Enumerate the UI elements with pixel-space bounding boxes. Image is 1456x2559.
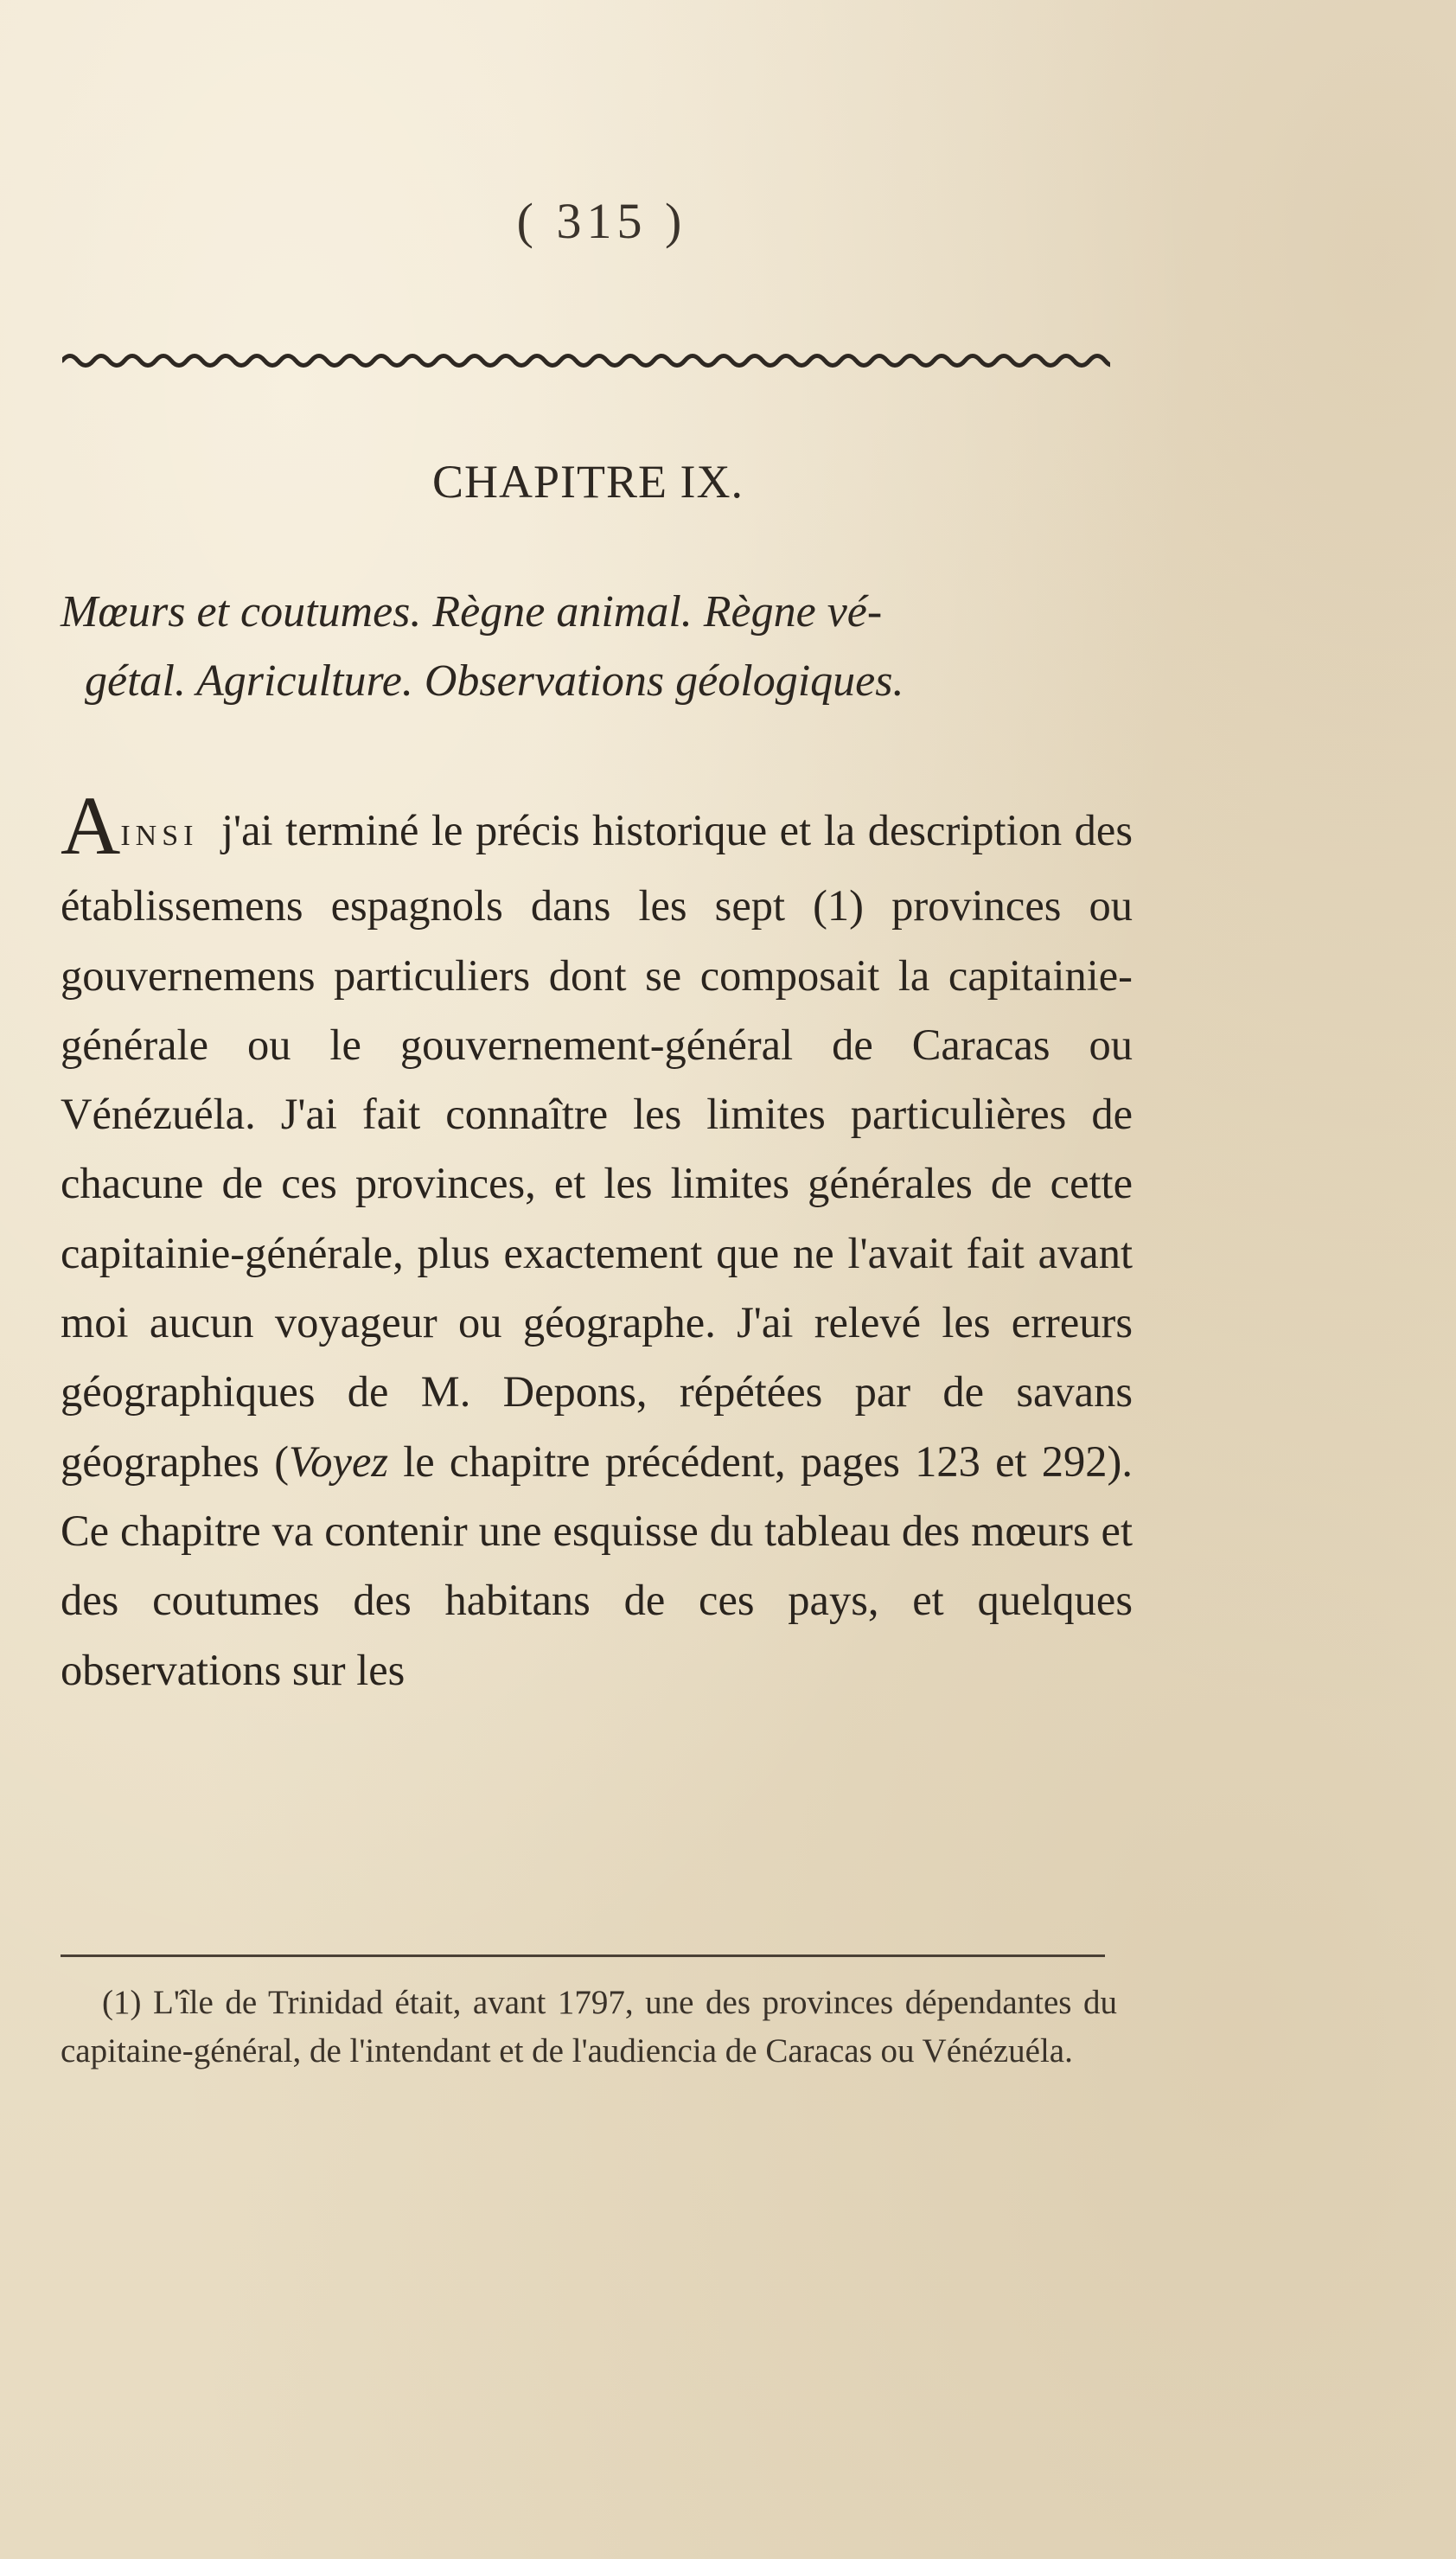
chapter-title: CHAPITRE IX. [432,456,744,508]
body-text-part-1: j'ai terminé le précis historique et la description des établissemens espagnols dans les sept (1) provinces ou gouvernemens particuliers dont se composait la capitainie-générale ou le gouvernement-général de Caracas ou Vénézuéla. J'ai fait connaître les limites particulières de chacune de ces provinces, et les limites générales de cette capitainie-générale, plus exactement que ne l'avait fait avant moi aucun voyageur ou géographe. J'ai relevé les erreurs géographiques de M. Depons, répétées par de savans géographes ( [61,806,1133,1486]
body-paragraph [61,779,1133,1705]
chapter-summary-line-2: gétal. Agriculture. Observations géologiques. [85,656,904,706]
chapter-summary-line-1: Mœurs et coutumes. Règne animal. Règne vé- [61,587,883,637]
page-number: ( 315 ) [516,193,687,249]
body-text-voyez: Voyez [289,1436,389,1486]
drop-cap: A [61,779,121,872]
body-text-part-2: le chapitre précédent, pages 123 et 292). Ce chapitre va contenir une esquisse du tableau des mœurs et des coutumes des habitans de ces pays, et quelques observations sur les [61,1436,1133,1694]
footnote-marker: (1) [102,1984,142,2021]
footnote [61,1979,1117,2076]
lead-small-caps: INSI [120,820,199,852]
footnote-text: L'île de Trinidad était, avant 1797, une des provinces dépendantes du capitaine-général, de l'intendant et de l'audiencia de Caracas ou Vénézuéla. [61,1984,1117,2070]
footnote-separator [61,1954,1105,1957]
chapter-summary [61,578,1133,716]
wave-ornament-divider [62,346,1110,375]
